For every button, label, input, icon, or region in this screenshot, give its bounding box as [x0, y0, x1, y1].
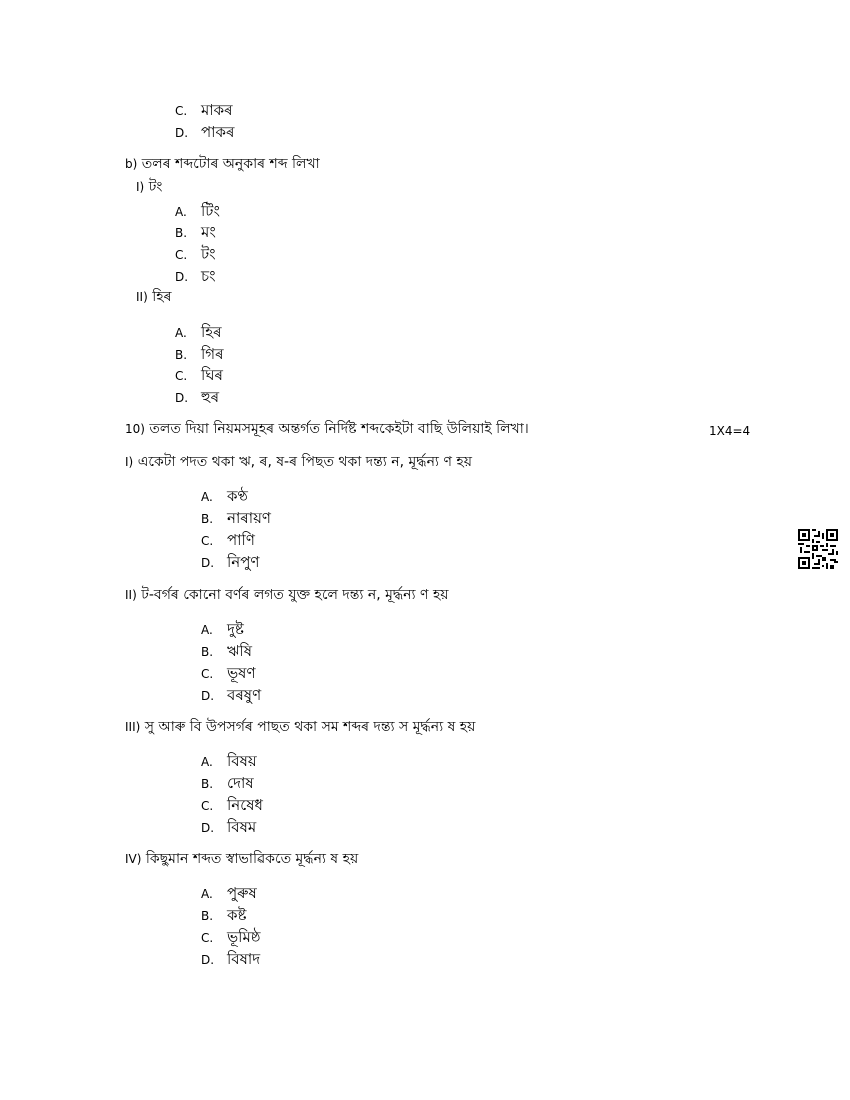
- question-9b: b) তলৰ শব্দটোৰ অনুকাৰ শব্দ লিখা: [125, 156, 320, 172]
- option-a: A. কণ্ঠ: [201, 487, 248, 505]
- option-d: D. নিপুণ: [201, 553, 260, 571]
- option-d: D. বৰষুণ: [201, 686, 262, 704]
- option-c: C. টং: [175, 245, 216, 263]
- option-c: C. পাণি: [201, 531, 255, 549]
- option-d: D. পাকৰ: [175, 123, 235, 141]
- rule-3: III) সু আৰু বি উপসৰ্গৰ পাছত থকা সম শব্দৰ দন্ত্য স মূৰ্দ্ধন্য ষ হয়: [125, 719, 476, 735]
- option-b: B. দোষ: [201, 774, 254, 792]
- rule-1: I) একেটা পদত থকা ঋ, ৰ, ষ-ৰ পিছত থকা দন্ত্য ন, মূৰ্দ্ধন্য ণ হয়: [125, 454, 472, 470]
- option-a: A. বিষয়: [201, 752, 257, 770]
- sub-question-1: I) টং: [136, 179, 163, 195]
- option-b: B. গিৰ: [175, 345, 224, 363]
- option-b: B. কষ্ট: [201, 906, 247, 924]
- option-c: C. ভূষণ: [201, 664, 256, 682]
- option-a: A. হিৰ: [175, 323, 222, 341]
- option-d: D. চং: [175, 267, 216, 285]
- question-10: 10) তলত দিয়া নিয়মসমূহৰ অন্তৰ্গত নিৰ্দিষ্ট শব্দকেইটা বাছি উলিয়াই লিখা।: [125, 421, 529, 437]
- option-b: B. মং: [175, 223, 216, 241]
- option-b: B. ঋষি: [201, 642, 252, 660]
- option-c: C. ভূমিষ্ঠ: [201, 928, 261, 946]
- option-d: D. বিষম: [201, 818, 257, 836]
- option-d: D. বিষাদ: [201, 950, 261, 968]
- marks-label: 1X4=4: [709, 424, 751, 438]
- option-c: C. নিষেধ: [201, 796, 263, 814]
- qr-code-icon: [798, 529, 838, 569]
- option-c: C. ঘিৰ: [175, 366, 224, 384]
- option-a: A. টিং: [175, 202, 220, 220]
- rule-2: II) ট-বৰ্গৰ কোনো বৰ্ণৰ লগত যুক্ত হলে দন্ত্য ন, মূৰ্দ্ধন্য ণ হয়: [125, 587, 449, 603]
- rule-4: IV) কিছুমান শব্দত স্বাভাৱিকতে মূৰ্দ্ধন্য ষ হয়: [125, 851, 359, 867]
- option-d: D. হুৰ: [175, 388, 220, 406]
- sub-question-2: II) হিৰ: [136, 289, 172, 305]
- option-a: A. দুষ্ট: [201, 620, 244, 638]
- option-a: A. পুৰুষ: [201, 884, 257, 902]
- option-c: C. মাকৰ: [175, 101, 233, 119]
- option-b: B. নাৰায়ণ: [201, 509, 272, 527]
